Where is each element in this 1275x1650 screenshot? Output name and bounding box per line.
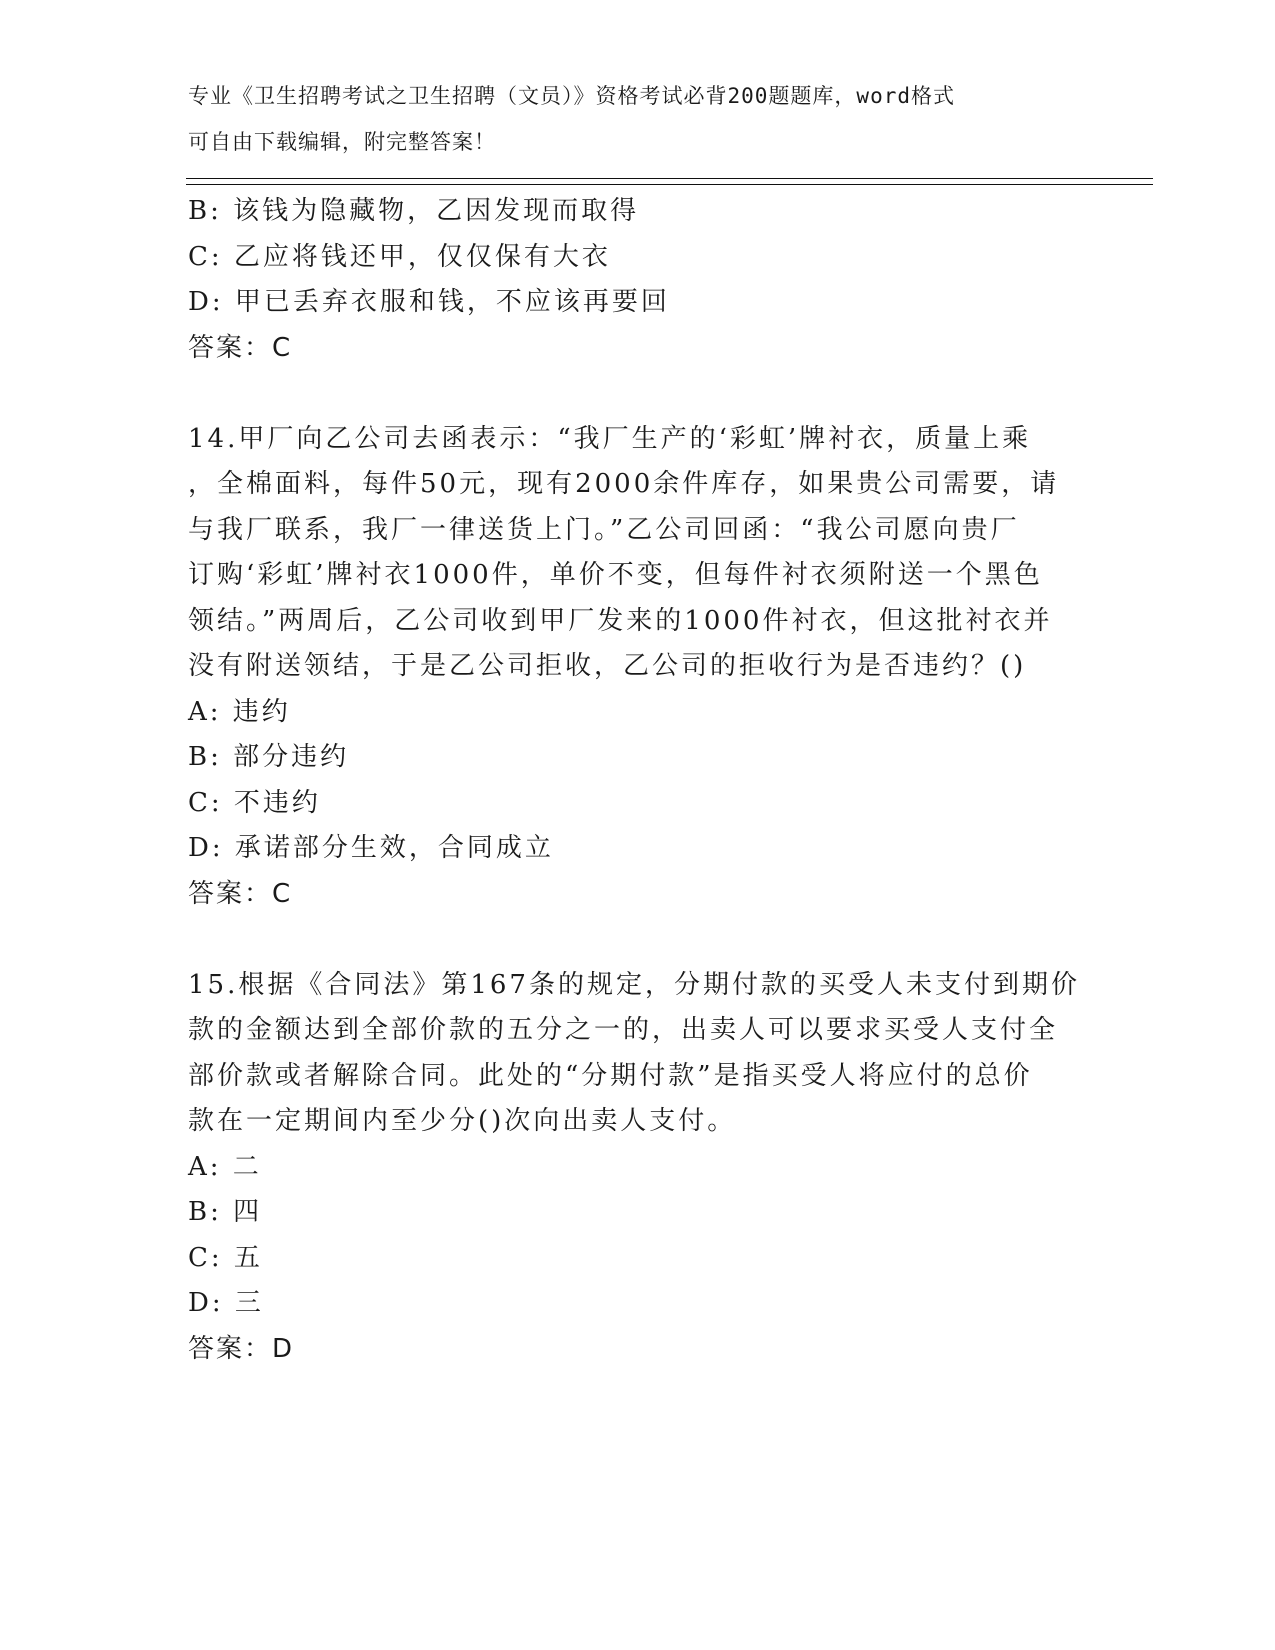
option-a: A: 二 [188,1151,262,1182]
spacer [188,917,1088,963]
spacer [188,371,1088,417]
question-stem-line: 15.根据《合同法》第167条的规定，分期付款的买受人未支付到期价 [188,969,1080,1000]
answer-line: 答案：C [188,878,293,909]
header-divider-bottom [186,184,1153,185]
answer-line: 答案：D [188,1333,295,1364]
question-14 [188,417,1088,918]
option-c: C: 乙应将钱还甲，仅仅保有大衣 [188,241,611,272]
question-stem-line: 没有附送领结，于是乙公司拒收，乙公司的拒收行为是否违约？() [188,651,1027,681]
option-b: B: 部分违约 [188,742,350,772]
document-header [188,74,1088,165]
question-stem-line: ，全棉面料，每件50元，现有2000余件库存，如果贵公司需要，请 [188,469,1060,499]
question-stem-line: 款的金额达到全部价款的五分之一的，出卖人可以要求买受人支付全 [188,1015,1059,1045]
option-c: C: 不违约 [188,787,321,818]
question-13-tail [188,189,1088,371]
question-stem-line: 领结。”两周后，乙公司收到甲厂发来的1000件衬衣，但这批衬衣并 [188,605,1053,636]
option-d: D: 承诺部分生效，合同成立 [188,833,554,863]
option-a: A: 违约 [188,696,291,727]
option-d: D: 甲已丢弃衣服和钱，不应该再要回 [188,287,670,317]
question-stem-line: 款在一定期间内至少分()次向出卖人支付。 [188,1106,737,1136]
question-stem-line: 14.甲厂向乙公司去函表示：“我厂生产的‘彩虹’牌衬衣，质量上乘 [188,423,1032,454]
header-line-1: 专业《卫生招聘考试之卫生招聘（文员）》资格考试必背200题题库，word格式 [188,84,955,108]
header-line-2: 可自由下载编辑，附完整答案！ [188,129,496,154]
question-stem-line: 部价款或者解除合同。此处的“分期付款”是指买受人将应付的总价 [188,1060,1033,1091]
option-c: C: 五 [188,1242,263,1273]
option-d: D: 三 [188,1288,264,1318]
option-b: B: 四 [188,1197,263,1227]
question-content [188,189,1088,1372]
question-stem-line: 与我厂联系，我厂一律送货上门。”乙公司回函：“我公司愿向贵厂 [188,514,1020,545]
question-15 [188,963,1088,1373]
question-stem-line: 订购‘彩虹’牌衬衣1000件，单价不变，但每件衬衣须附送一个黑色 [188,560,1043,590]
header-divider-top [186,178,1153,179]
answer-line: 答案：C [188,332,293,363]
option-b: B: 该钱为隐藏物，乙因发现而取得 [188,196,640,226]
